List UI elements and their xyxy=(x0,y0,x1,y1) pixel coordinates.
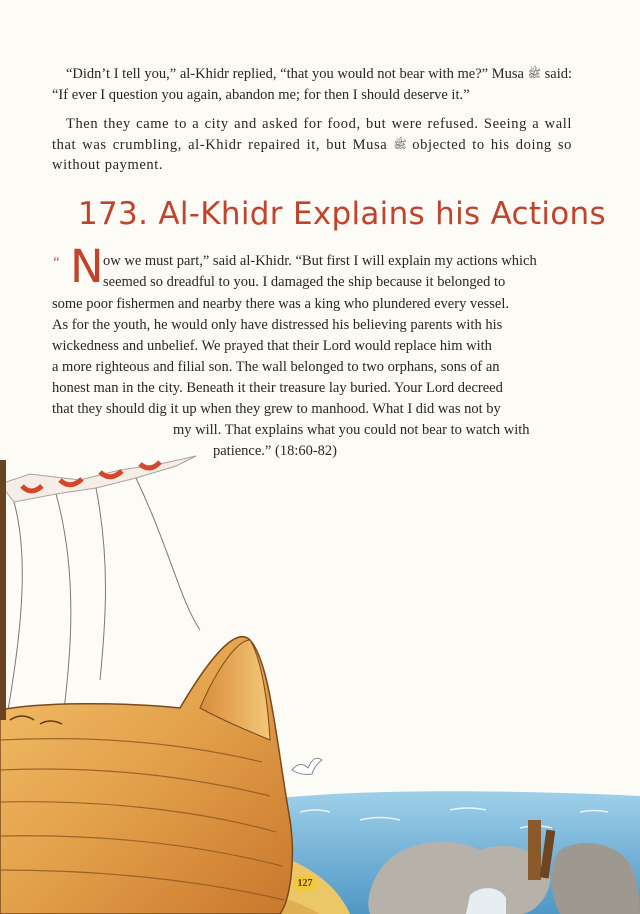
intro-p1-text-after: said: “If ever I question you again, abandon me; for then I should deserve it.” xyxy=(52,66,573,103)
body-line: ow we must part,” said al-Khidr. “But first I will explain my actions which xyxy=(103,253,537,269)
body-line: that they should dig it up when they grew to manhood. What I did was not by xyxy=(52,401,501,417)
body-line: As for the youth, he would only have distressed his believing parents with his xyxy=(52,317,503,333)
page-number: 127 xyxy=(293,876,317,892)
seagull xyxy=(292,758,322,774)
salawat-symbol: ﷺ xyxy=(393,137,407,151)
body-line: a more righteous and filial son. The wall belonged to two orphans, sons of an xyxy=(52,359,500,375)
body-line: patience.” (18:60-82) xyxy=(213,443,338,459)
intro-paragraph-1 xyxy=(52,64,572,105)
body-line: some poor fishermen and nearby there was a king who plundered every vessel. xyxy=(52,296,510,312)
rocks xyxy=(368,842,640,914)
boat-hull xyxy=(0,460,292,914)
body-line: seemed so dreadful to you. I damaged the ship because it belonged to xyxy=(103,274,506,290)
boat-illustration xyxy=(0,440,640,914)
chapter-title: 173. Al-Khidr Explains his Actions xyxy=(78,196,606,232)
body-line: honest man in the city. Beneath it their treasure lay buried. Your Lord decreed xyxy=(52,380,503,396)
body-line: my will. That explains what you could not bear to watch with xyxy=(173,422,530,438)
drop-cap-letter: N xyxy=(70,240,104,293)
intro-paragraph-2 xyxy=(52,114,572,176)
intro-p2-text-after: objected to his doing so without payment. xyxy=(52,136,573,173)
body-line: wickedness and unbelief. We prayed that their Lord would replace him with xyxy=(52,338,492,354)
intro-p1-text: “Didn’t I tell you,” al-Khidr replied, “that you would not bear with me?” Musa xyxy=(66,66,524,82)
sails xyxy=(0,456,200,740)
salawat-symbol: ﷺ xyxy=(527,67,541,80)
intro-p2-text: Then they came to a city and asked for food, but were refused. Seeing a wall that was crumbling, al-Khidr repaired it, but Musa xyxy=(52,116,572,153)
opening-quote-mark: “ xyxy=(52,255,60,270)
